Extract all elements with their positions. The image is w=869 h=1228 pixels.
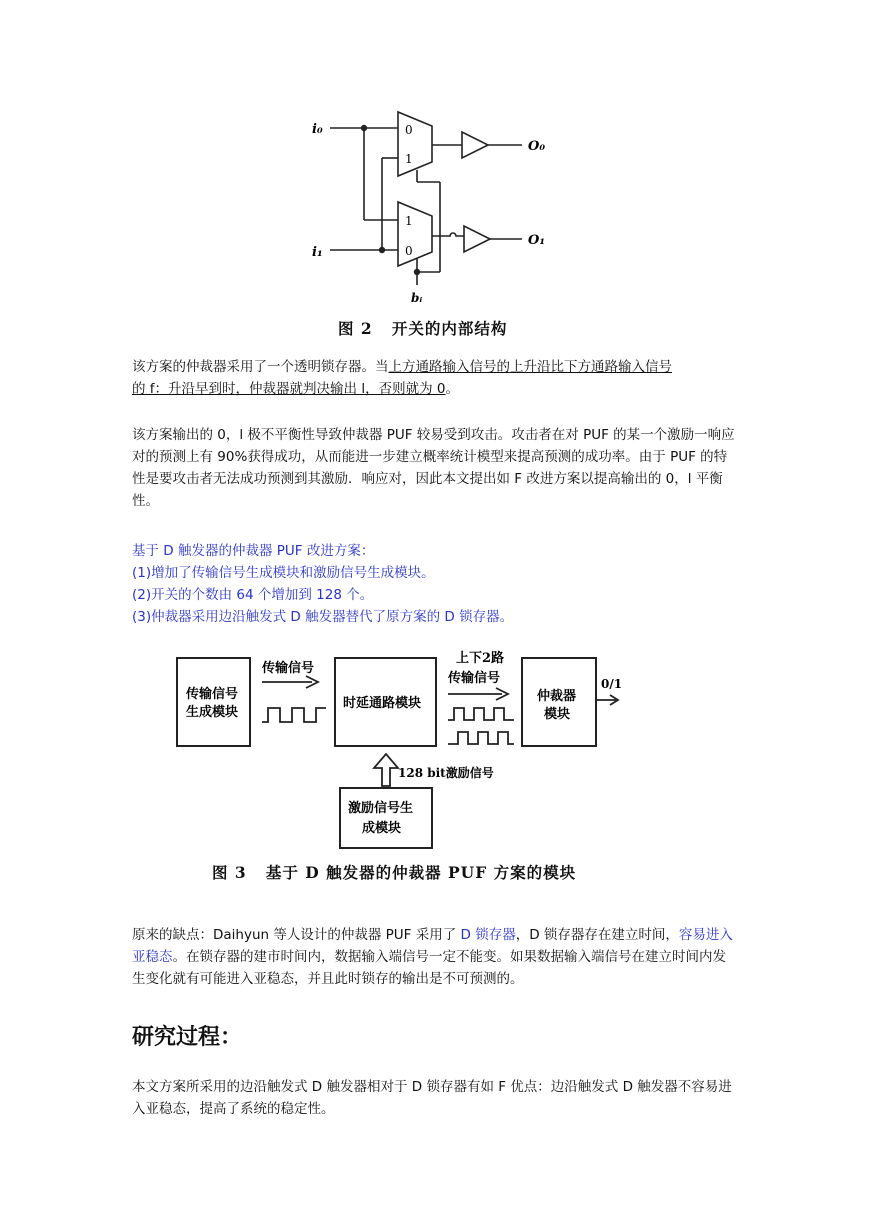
input-i0-label: i₀	[312, 122, 323, 137]
box4-label-line2: 成模块	[362, 821, 402, 836]
para1-part-d: 。	[445, 381, 459, 397]
mux-top-port-1: 1	[405, 152, 413, 166]
improvement-list-title: 基于 D 触发器的仲裁器 PUF 改进方案：	[132, 543, 375, 559]
mux-bottom-port-1: 1	[405, 214, 413, 228]
box2-label: 时延通路模块	[343, 696, 422, 711]
junction-dot	[414, 269, 420, 275]
output-label: 0/1	[601, 677, 623, 691]
improvement-list	[132, 540, 738, 628]
para3-part-c: ，D 锁存器存在建立时间，	[515, 927, 679, 943]
figure-2-caption-num: 图 2	[338, 319, 373, 338]
box4-label-line1: 激励信号生	[348, 801, 414, 816]
output-o1-label: O₁	[528, 233, 546, 248]
box3-label-line1: 仲裁器	[537, 689, 577, 704]
para1-part-c: 的 f：升沿早到时，仲裁器就判决输出 l，否则就为 0	[132, 381, 446, 397]
paragraph-advantages: 本文方案所采用的边沿触发式 D 触发器相对于 D 锁存器有如 F 优点：边沿触发式 D 触发器不容易进入亚稳态，提高了系统的稳定性。	[132, 1079, 732, 1117]
select-bi-label: bᵢ	[411, 291, 423, 305]
paragraph-arbiter-description	[132, 356, 738, 400]
section-heading: 研究过程：	[132, 1025, 243, 1050]
box3-label-line2: 模块	[544, 707, 571, 722]
para3-part-a: 原来的缺点：Daihyun 等人设计的仲裁器 PUF 采用了	[132, 927, 461, 943]
improvement-item-3: (3)仲裁器采用边沿触发式 D 触发器替代了原方案的 D 锁存器。	[132, 609, 514, 625]
figure-3-caption-num: 图 3	[212, 863, 247, 882]
figure-3-caption-text: 基于 D 触发器的仲裁器 PUF 方案的模块	[265, 863, 577, 882]
figure-2-diagram	[0, 0, 869, 320]
mux-top-port-0: 0	[405, 123, 413, 137]
para1-part-b: 上方通路输入信号的上升沿比下方通路输入信号	[388, 359, 672, 375]
box1-label-line1: 传输信号	[186, 687, 239, 702]
figure-2-caption	[338, 317, 507, 339]
transfer-signal-label: 传输信号	[262, 661, 315, 676]
improvement-item-1: (1)增加了传输信号生成模块和激励信号生成模块。	[132, 565, 435, 581]
figure-3-caption	[212, 861, 576, 883]
junction-dot	[361, 125, 367, 131]
paragraph-imbalance: 该方案输出的 0，l 极不平衡性导致仲裁器 PUF 较易受到攻击。攻击者在对 PUF 的某一个激励一响应对的预测上有 90%获得成功，从而能进一步建立概率统计模型来提高预测的成功率。由于 PUF 的特性是要攻击者无法成功预测到其激励．响应对，因此本文提出如 F 改进方案以提高输出的 0，l 平衡性。	[132, 427, 735, 509]
improvement-item-2: (2)开关的个数由 64 个增加到 128 个。	[132, 587, 374, 603]
updown-label-line1: 上下2路	[456, 651, 505, 666]
para1-part-a: 该方案的仲裁器采用了一个透明锁存器。当	[132, 359, 389, 375]
junction-dot	[379, 247, 385, 253]
para3-d-latch: D 锁存器	[460, 927, 516, 943]
output-o0-label: O₀	[528, 139, 546, 154]
challenge-signal-label: 128 bit激励信号	[398, 766, 494, 780]
figure-2-caption-text: 开关的内部结构	[391, 319, 508, 338]
para3-metastable: 容易进入亚稳态	[132, 927, 733, 965]
updown-label-line2: 传输信号	[448, 671, 501, 686]
box1-label-line2: 生成模块	[186, 705, 239, 720]
para3-part-e: 。在锁存器的建市时间内，数据输入端信号一定不能变。如果数据输入端信号在建立时间内发生变化就有可能进入亚稳态，并且此时锁存的输出是不可预测的。	[132, 949, 726, 987]
input-i1-label: i₁	[312, 245, 323, 260]
paragraph-drawbacks	[132, 924, 738, 990]
mux-bottom-port-0: 0	[405, 244, 413, 258]
